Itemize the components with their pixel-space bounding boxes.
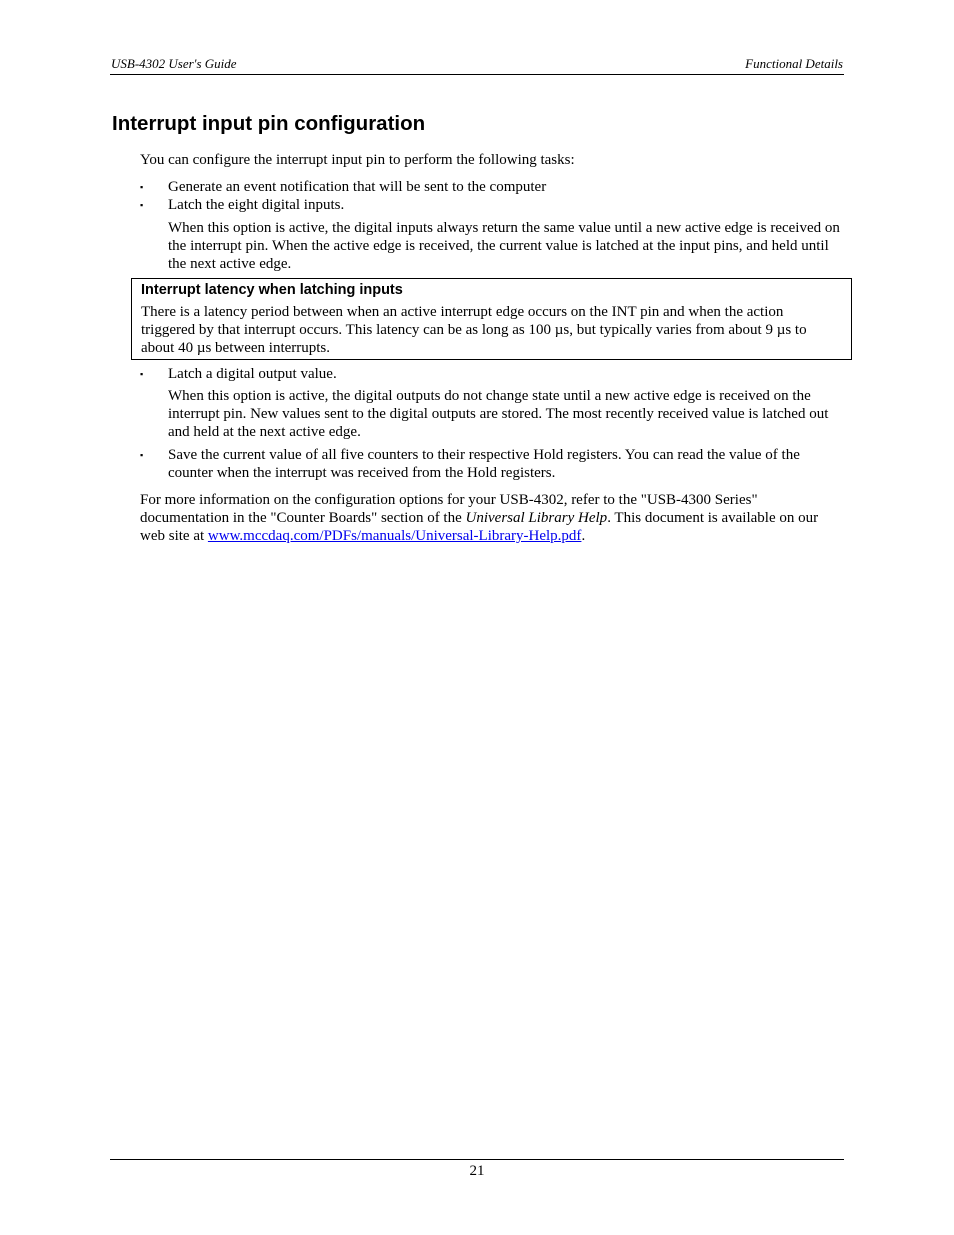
- section-title: Interrupt input pin configuration: [112, 112, 426, 135]
- intro-paragraph: You can configure the interrupt input pin to perform the following tasks:: [140, 152, 575, 168]
- list-item-text: Latch a digital output value.: [168, 366, 337, 382]
- more-info-text: . This document is available on our web site at: [140, 510, 819, 544]
- list-item-text: Latch the eight digital inputs.: [168, 197, 345, 213]
- list-item-text: Save the current value of all five counters to their respective Hold registers. You can read the value of the counter when the interrupt was received from the Hold registers.: [168, 447, 800, 481]
- header-doc-title: USB-4302 User's Guide: [111, 56, 237, 71]
- outputs-detail-paragraph: When this option is active, the digital outputs do not change state until a new active edge is received on the interrupt pin. New values sent to the digital outputs are stored. The most recently received value is latched out and held at the next active edge.: [168, 388, 829, 440]
- header-section-name: Functional Details: [745, 56, 843, 71]
- more-info-text: For more information on the configuration options for your USB-4302, refer to the "USB-4300 Series" documentation in the "Counter Boards" section of the: [140, 492, 758, 526]
- bullet-marker: ▪: [140, 369, 144, 379]
- note-text: There is a latency period between when an active interrupt edge occurs on the INT pin and when the action triggered by that interrupt occurs. This latency can be as long as 100 µs, but typically varies from about 9 µs to about 40 µs between interrupts.: [141, 304, 807, 356]
- bullet-marker: ▪: [140, 450, 144, 460]
- note-box: [131, 278, 852, 360]
- more-info-text: .: [581, 528, 586, 544]
- page-number: 21: [469, 1163, 485, 1179]
- help-pdf-link[interactable]: www.mccdaq.com/PDFs/manuals/Universal-Library-Help.pdf: [207, 528, 582, 544]
- bullet-marker: ▪: [140, 182, 144, 192]
- inputs-detail-paragraph: When this option is active, the digital inputs always return the same value until a new active edge is received on the interrupt pin. When the active edge is received, the current value is latched at the input pins, and held until the next active edge.: [168, 220, 840, 272]
- help-doc-title: Universal Library Help: [465, 510, 608, 526]
- page-header: [110, 55, 844, 75]
- bullet-marker: ▪: [140, 200, 144, 210]
- list-item-text: Generate an event notification that will be sent to the computer: [168, 179, 547, 195]
- more-info-paragraph: [140, 491, 840, 545]
- page-footer: [110, 1159, 844, 1179]
- note-title: Interrupt latency when latching inputs: [141, 282, 403, 298]
